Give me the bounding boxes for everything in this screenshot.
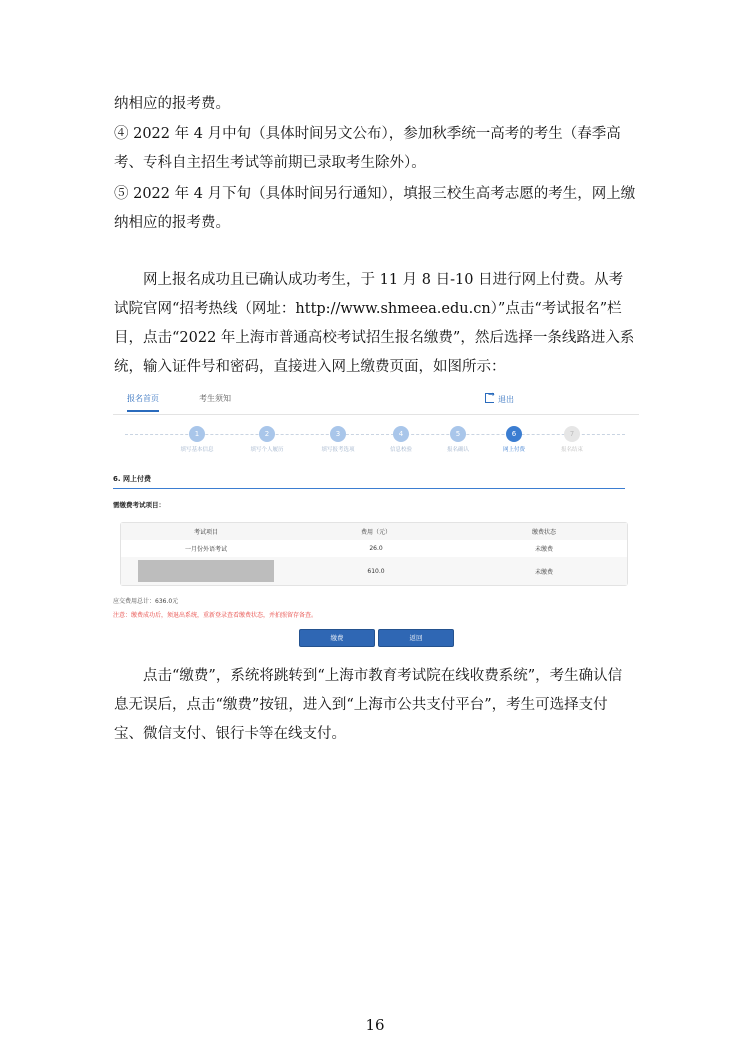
- cell-status: 未缴费: [534, 568, 553, 576]
- step-1: [167, 426, 227, 453]
- paragraph-3: ⑤ 2022 年 4 月下旬（具体时间另行通知），填报三校生高考志愿的考生，网上缴纳相应的报考费。: [114, 186, 636, 231]
- tab-bar: [113, 386, 639, 415]
- step-5: [428, 426, 488, 453]
- step-label: 填写报考选项: [321, 447, 355, 453]
- step-label: 网上付费: [502, 447, 525, 453]
- section-divider: [113, 488, 625, 489]
- header-item: 考试项目: [193, 529, 218, 536]
- table-header-row: [121, 523, 627, 540]
- step-label: 报名确认: [446, 447, 469, 453]
- tab-notice[interactable]: 考生须知: [199, 394, 231, 403]
- logout-link[interactable]: [485, 393, 514, 405]
- step-number: 7: [564, 426, 580, 442]
- header-status: 缴费状态: [531, 529, 556, 536]
- back-button[interactable]: 返回: [378, 629, 454, 647]
- cell-status: 未缴费: [534, 546, 553, 553]
- step-number: 5: [450, 426, 466, 442]
- warning-note: 注意：缴费成功后，须退出系统，重新登录查看缴费状态，并拍照留存备查。: [113, 612, 318, 619]
- table-row: [121, 540, 627, 557]
- payment-page-screenshot: [113, 386, 639, 654]
- paragraph-2: ④ 2022 年 4 月中旬（具体时间另文公布），参加秋季统一高考的考生（春季高考、专科自主招生考试等前期已录取考生除外）。: [114, 126, 621, 171]
- fee-table: [120, 522, 628, 586]
- step-label: 填写个人履历: [250, 447, 284, 453]
- cell-item: 一月份外语考试: [184, 546, 227, 553]
- logout-label: 退出: [498, 395, 514, 404]
- step-4: [371, 426, 431, 453]
- pay-button[interactable]: 缴费: [299, 629, 375, 647]
- cell-fee: 26.0: [369, 545, 383, 552]
- section-title: 6. 网上付费: [113, 475, 151, 483]
- paragraph-5: 点击“缴费”，系统将跳转到“上海市教育考试院在线收费系统”，考生确认信息无误后，点击“缴费”按钮，进入到“上海市公共支付平台”，考生可选择支付宝、微信支付、银行卡等在线支付。: [114, 668, 623, 742]
- total-fee: 应交费用总计：636.0元: [113, 598, 179, 605]
- step-number: 2: [259, 426, 275, 442]
- step-3: [308, 426, 368, 453]
- step-7: [542, 426, 602, 453]
- step-number: 3: [330, 426, 346, 442]
- tab-home[interactable]: 报名首页: [127, 394, 159, 403]
- step-number: 6: [506, 426, 522, 442]
- header-fee: 费用（元）: [360, 529, 391, 536]
- redacted-block: [138, 560, 274, 582]
- step-number: 1: [189, 426, 205, 442]
- step-label: 报名结束: [560, 447, 583, 453]
- cell-fee: 610.0: [367, 567, 385, 575]
- step-number: 4: [393, 426, 409, 442]
- table-row: [121, 557, 627, 585]
- step-label: 信息校验: [389, 447, 412, 453]
- paragraph-1: 纳相应的报考费。: [114, 96, 230, 112]
- step-6: [484, 426, 544, 453]
- page-number: 16: [365, 1016, 385, 1034]
- cell-item: [121, 557, 291, 585]
- step-2: [237, 426, 297, 453]
- logout-icon: [485, 393, 494, 403]
- fee-items-label: 需缴费考试项目：: [113, 501, 165, 509]
- paragraph-4: 网上报名成功且已确认成功考生，于 11 月 8 日-10 日进行网上付费。从考试院官网“招考热线（网址：http://www.shmeea.edu.cn）”点击“考试报名”栏目，点击“2022 年上海市普通高校考试招生报名缴费”，然后选择一条线路进入系统，输入证件号和密码，直接进入网上缴费页面，如图所示：: [114, 272, 635, 375]
- step-label: 填写基本信息: [180, 447, 214, 453]
